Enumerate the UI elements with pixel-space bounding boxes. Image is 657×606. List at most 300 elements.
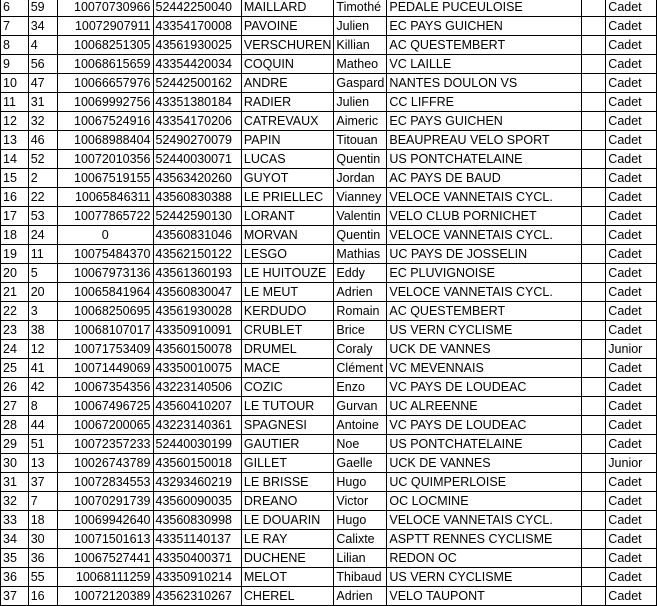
code-cell: 52442590130 <box>153 207 241 226</box>
firstname-cell: Hugo <box>334 473 387 492</box>
rank-cell: 12 <box>1 112 29 131</box>
bib-cell: 34 <box>28 17 57 36</box>
code-cell: 43354170206 <box>153 112 241 131</box>
empty-cell <box>582 131 606 150</box>
club-cell: VELO TAUPONT <box>387 587 582 606</box>
empty-cell <box>582 454 606 473</box>
empty-cell <box>582 245 606 264</box>
category-cell: Cadet <box>606 55 657 74</box>
bib-cell: 37 <box>28 473 57 492</box>
lastname-cell: GUYOT <box>241 169 334 188</box>
firstname-cell: Valentin <box>334 207 387 226</box>
empty-cell <box>582 207 606 226</box>
code-cell: 43560150018 <box>153 454 241 473</box>
table-row <box>1 340 657 359</box>
empty-cell <box>582 112 606 131</box>
bib-cell: 8 <box>28 397 57 416</box>
code-cell: 43560830388 <box>153 188 241 207</box>
empty-cell <box>582 549 606 568</box>
lastname-cell: PAPIN <box>241 131 334 150</box>
lastname-cell: MAILLARD <box>241 0 334 17</box>
code-cell: 52440030199 <box>153 435 241 454</box>
category-cell: Cadet <box>606 530 657 549</box>
firstname-cell: Calixte <box>334 530 387 549</box>
firstname-cell: Timothé <box>334 0 387 17</box>
bib-cell: 2 <box>28 169 57 188</box>
lastname-cell: KERDUDO <box>241 302 334 321</box>
empty-cell <box>582 17 606 36</box>
table-row <box>1 226 657 245</box>
lastname-cell: COQUIN <box>241 55 334 74</box>
club-cell: ASPTT RENNES CYCLISME <box>387 530 582 549</box>
empty-cell <box>582 378 606 397</box>
table-row <box>1 435 657 454</box>
lastname-cell: GILLET <box>241 454 334 473</box>
table-row <box>1 283 657 302</box>
table-row <box>1 359 657 378</box>
code-cell: 52442500162 <box>153 74 241 93</box>
lastname-cell: CRUBLET <box>241 321 334 340</box>
bib-cell: 47 <box>28 74 57 93</box>
licence-cell: 10071753409 <box>57 340 153 359</box>
bib-cell: 24 <box>28 226 57 245</box>
code-cell: 43223140506 <box>153 378 241 397</box>
rank-cell: 35 <box>1 549 29 568</box>
category-cell: Junior <box>606 454 657 473</box>
firstname-cell: Hugo <box>334 511 387 530</box>
table-row <box>1 131 657 150</box>
table-row <box>1 587 657 606</box>
club-cell: US PONTCHATELAINE <box>387 435 582 454</box>
club-cell: AC QUESTEMBERT <box>387 36 582 55</box>
code-cell: 43560150078 <box>153 340 241 359</box>
rank-cell: 23 <box>1 321 29 340</box>
empty-cell <box>582 340 606 359</box>
table-row <box>1 397 657 416</box>
empty-cell <box>582 0 606 17</box>
table-row <box>1 207 657 226</box>
code-cell: 43351380184 <box>153 93 241 112</box>
licence-cell: 10077865722 <box>57 207 153 226</box>
lastname-cell: LE MEUT <box>241 283 334 302</box>
licence-cell: 10067354356 <box>57 378 153 397</box>
firstname-cell: Enzo <box>334 378 387 397</box>
licence-cell: 10065841964 <box>57 283 153 302</box>
bib-cell: 20 <box>28 283 57 302</box>
club-cell: VELOCE VANNETAIS CYCL. <box>387 511 582 530</box>
empty-cell <box>582 226 606 245</box>
firstname-cell: Gurvan <box>334 397 387 416</box>
category-cell: Cadet <box>606 93 657 112</box>
rank-cell: 13 <box>1 131 29 150</box>
category-cell: Cadet <box>606 283 657 302</box>
code-cell: 43560090035 <box>153 492 241 511</box>
licence-cell: 10067200065 <box>57 416 153 435</box>
code-cell: 43350910091 <box>153 321 241 340</box>
rank-cell: 14 <box>1 150 29 169</box>
empty-cell <box>582 36 606 55</box>
lastname-cell: LE BRISSE <box>241 473 334 492</box>
bib-cell: 38 <box>28 321 57 340</box>
lastname-cell: ANDRE <box>241 74 334 93</box>
table-row <box>1 492 657 511</box>
firstname-cell: Jordan <box>334 169 387 188</box>
code-cell: 43561360193 <box>153 264 241 283</box>
bib-cell: 53 <box>28 207 57 226</box>
club-cell: REDON OC <box>387 549 582 568</box>
bib-cell: 46 <box>28 131 57 150</box>
table-row <box>1 454 657 473</box>
firstname-cell: Titouan <box>334 131 387 150</box>
category-cell: Cadet <box>606 568 657 587</box>
firstname-cell: Julien <box>334 17 387 36</box>
rank-cell: 9 <box>1 55 29 74</box>
table-row <box>1 93 657 112</box>
table-row <box>1 74 657 93</box>
bib-cell: 30 <box>28 530 57 549</box>
licence-cell: 10075484370 <box>57 245 153 264</box>
empty-cell <box>582 568 606 587</box>
bib-cell: 44 <box>28 416 57 435</box>
rank-cell: 11 <box>1 93 29 112</box>
empty-cell <box>582 397 606 416</box>
empty-cell <box>582 74 606 93</box>
lastname-cell: PAVOINE <box>241 17 334 36</box>
table-row <box>1 302 657 321</box>
rank-cell: 22 <box>1 302 29 321</box>
lastname-cell: MORVAN <box>241 226 334 245</box>
code-cell: 43350400371 <box>153 549 241 568</box>
category-cell: Cadet <box>606 0 657 17</box>
bib-cell: 32 <box>28 112 57 131</box>
empty-cell <box>582 302 606 321</box>
empty-cell <box>582 169 606 188</box>
empty-cell <box>582 492 606 511</box>
rank-cell: 34 <box>1 530 29 549</box>
bib-cell: 59 <box>28 0 57 17</box>
lastname-cell: DRUMEL <box>241 340 334 359</box>
category-cell: Cadet <box>606 188 657 207</box>
licence-cell: 10071449069 <box>57 359 153 378</box>
table-row <box>1 112 657 131</box>
empty-cell <box>582 55 606 74</box>
firstname-cell: Julien <box>334 93 387 112</box>
category-cell: Cadet <box>606 74 657 93</box>
category-cell: Cadet <box>606 435 657 454</box>
empty-cell <box>582 416 606 435</box>
rank-cell: 28 <box>1 416 29 435</box>
licence-cell: 10067496725 <box>57 397 153 416</box>
club-cell: CC LIFFRE <box>387 93 582 112</box>
table-row <box>1 245 657 264</box>
club-cell: UCK DE VANNES <box>387 340 582 359</box>
category-cell: Cadet <box>606 17 657 36</box>
code-cell: 43562150122 <box>153 245 241 264</box>
firstname-cell: Antoine <box>334 416 387 435</box>
empty-cell <box>582 587 606 606</box>
rank-cell: 29 <box>1 435 29 454</box>
firstname-cell: Clément <box>334 359 387 378</box>
code-cell: 52440030071 <box>153 150 241 169</box>
code-cell: 43560830047 <box>153 283 241 302</box>
category-cell: Cadet <box>606 549 657 568</box>
lastname-cell: GAUTIER <box>241 435 334 454</box>
category-cell: Cadet <box>606 397 657 416</box>
licence-cell: 10070730966 <box>57 0 153 17</box>
bib-cell: 31 <box>28 93 57 112</box>
empty-cell <box>582 188 606 207</box>
club-cell: UC PAYS DE JOSSELIN <box>387 245 582 264</box>
category-cell: Cadet <box>606 587 657 606</box>
lastname-cell: SPAGNESI <box>241 416 334 435</box>
licence-cell: 10068251305 <box>57 36 153 55</box>
firstname-cell: Gaelle <box>334 454 387 473</box>
code-cell: 43351140137 <box>153 530 241 549</box>
code-cell: 52442250040 <box>153 0 241 17</box>
category-cell: Cadet <box>606 359 657 378</box>
rank-cell: 10 <box>1 74 29 93</box>
category-cell: Cadet <box>606 473 657 492</box>
bib-cell: 7 <box>28 492 57 511</box>
bib-cell: 11 <box>28 245 57 264</box>
table-row <box>1 378 657 397</box>
rank-cell: 31 <box>1 473 29 492</box>
table-row <box>1 17 657 36</box>
code-cell: 43560830998 <box>153 511 241 530</box>
table-row <box>1 473 657 492</box>
club-cell: BEAUPREAU VELO SPORT <box>387 131 582 150</box>
bib-cell: 4 <box>28 36 57 55</box>
licence-cell: 10072357233 <box>57 435 153 454</box>
bib-cell: 22 <box>28 188 57 207</box>
rank-cell: 27 <box>1 397 29 416</box>
firstname-cell: Noe <box>334 435 387 454</box>
category-cell: Cadet <box>606 112 657 131</box>
lastname-cell: LESGO <box>241 245 334 264</box>
bib-cell: 51 <box>28 435 57 454</box>
rank-cell: 30 <box>1 454 29 473</box>
licence-cell: 10072010356 <box>57 150 153 169</box>
licence-cell: 10068988404 <box>57 131 153 150</box>
category-cell: Cadet <box>606 226 657 245</box>
lastname-cell: CATREVAUX <box>241 112 334 131</box>
code-cell: 43354170008 <box>153 17 241 36</box>
firstname-cell: Adrien <box>334 587 387 606</box>
firstname-cell: Victor <box>334 492 387 511</box>
firstname-cell: Quentin <box>334 226 387 245</box>
rank-cell: 36 <box>1 568 29 587</box>
club-cell: NANTES DOULON VS <box>387 74 582 93</box>
lastname-cell: LE TUTOUR <box>241 397 334 416</box>
licence-cell: 10070291739 <box>57 492 153 511</box>
code-cell: 43562310267 <box>153 587 241 606</box>
category-cell: Cadet <box>606 264 657 283</box>
bib-cell: 12 <box>28 340 57 359</box>
club-cell: EC PAYS GUICHEN <box>387 17 582 36</box>
category-cell: Cadet <box>606 169 657 188</box>
table-row <box>1 0 657 17</box>
empty-cell <box>582 150 606 169</box>
category-cell: Junior <box>606 340 657 359</box>
bib-cell: 3 <box>28 302 57 321</box>
licence-cell: 10067519155 <box>57 169 153 188</box>
licence-cell: 10069942640 <box>57 511 153 530</box>
table-row <box>1 188 657 207</box>
club-cell: AC QUESTEMBERT <box>387 302 582 321</box>
firstname-cell: Aimeric <box>334 112 387 131</box>
code-cell: 43560831046 <box>153 226 241 245</box>
licence-cell: 10068111259 <box>57 568 153 587</box>
club-cell: VC MEVENNAIS <box>387 359 582 378</box>
club-cell: US VERN CYCLISME <box>387 568 582 587</box>
bib-cell: 18 <box>28 511 57 530</box>
licence-cell: 10069992756 <box>57 93 153 112</box>
lastname-cell: LORANT <box>241 207 334 226</box>
rank-cell: 18 <box>1 226 29 245</box>
club-cell: VC PAYS DE LOUDEAC <box>387 416 582 435</box>
table-row <box>1 511 657 530</box>
club-cell: OC LOCMINE <box>387 492 582 511</box>
category-cell: Cadet <box>606 302 657 321</box>
empty-cell <box>582 511 606 530</box>
firstname-cell: Brice <box>334 321 387 340</box>
club-cell: EC PAYS GUICHEN <box>387 112 582 131</box>
licence-cell: 10065846311 <box>57 188 153 207</box>
table-row <box>1 55 657 74</box>
firstname-cell: Romain <box>334 302 387 321</box>
club-cell: VELOCE VANNETAIS CYCL. <box>387 226 582 245</box>
lastname-cell: DUCHENE <box>241 549 334 568</box>
table-row <box>1 36 657 55</box>
firstname-cell: Matheo <box>334 55 387 74</box>
category-cell: Cadet <box>606 321 657 340</box>
firstname-cell: Eddy <box>334 264 387 283</box>
category-cell: Cadet <box>606 492 657 511</box>
bib-cell: 16 <box>28 587 57 606</box>
code-cell: 43561930025 <box>153 36 241 55</box>
bib-cell: 55 <box>28 568 57 587</box>
club-cell: EC PLUVIGNOISE <box>387 264 582 283</box>
lastname-cell: LUCAS <box>241 150 334 169</box>
lastname-cell: LE PRIELLEC <box>241 188 334 207</box>
code-cell: 43560410207 <box>153 397 241 416</box>
club-cell: VELO CLUB PORNICHET <box>387 207 582 226</box>
firstname-cell: Killian <box>334 36 387 55</box>
rank-cell: 21 <box>1 283 29 302</box>
club-cell: VC LAILLE <box>387 55 582 74</box>
category-cell: Cadet <box>606 416 657 435</box>
firstname-cell: Quentin <box>334 150 387 169</box>
code-cell: 43223140361 <box>153 416 241 435</box>
code-cell: 52490270079 <box>153 131 241 150</box>
rank-cell: 16 <box>1 188 29 207</box>
category-cell: Cadet <box>606 245 657 264</box>
lastname-cell: COZIC <box>241 378 334 397</box>
firstname-cell: Adrien <box>334 283 387 302</box>
category-cell: Cadet <box>606 378 657 397</box>
table-row <box>1 150 657 169</box>
bib-cell: 36 <box>28 549 57 568</box>
licence-cell: 10026743789 <box>57 454 153 473</box>
table-row <box>1 530 657 549</box>
empty-cell <box>582 264 606 283</box>
bib-cell: 5 <box>28 264 57 283</box>
firstname-cell: Vianney <box>334 188 387 207</box>
table-row <box>1 549 657 568</box>
licence-cell: 10066657976 <box>57 74 153 93</box>
rank-cell: 24 <box>1 340 29 359</box>
bib-cell: 42 <box>28 378 57 397</box>
code-cell: 43561930028 <box>153 302 241 321</box>
licence-cell: 0 <box>57 226 153 245</box>
licence-cell: 10072834553 <box>57 473 153 492</box>
firstname-cell: Gaspard <box>334 74 387 93</box>
category-cell: Cadet <box>606 511 657 530</box>
rank-cell: 17 <box>1 207 29 226</box>
club-cell: AC PAYS DE BAUD <box>387 169 582 188</box>
rank-cell: 15 <box>1 169 29 188</box>
licence-cell: 10067973136 <box>57 264 153 283</box>
firstname-cell: Lilian <box>334 549 387 568</box>
table-row <box>1 264 657 283</box>
bib-cell: 41 <box>28 359 57 378</box>
bib-cell: 56 <box>28 55 57 74</box>
licence-cell: 10072120389 <box>57 587 153 606</box>
club-cell: UC QUIMPERLOISE <box>387 473 582 492</box>
rank-cell: 7 <box>1 17 29 36</box>
rank-cell: 20 <box>1 264 29 283</box>
lastname-cell: LE HUITOUZE <box>241 264 334 283</box>
table-row <box>1 169 657 188</box>
lastname-cell: LE DOUARIN <box>241 511 334 530</box>
empty-cell <box>582 435 606 454</box>
club-cell: UCK DE VANNES <box>387 454 582 473</box>
table-row <box>1 568 657 587</box>
rank-cell: 25 <box>1 359 29 378</box>
lastname-cell: LE RAY <box>241 530 334 549</box>
rank-cell: 26 <box>1 378 29 397</box>
lastname-cell: MACE <box>241 359 334 378</box>
club-cell: VELOCE VANNETAIS CYCL. <box>387 283 582 302</box>
rank-cell: 6 <box>1 0 29 17</box>
lastname-cell: MELOT <box>241 568 334 587</box>
lastname-cell: VERSCHUREN <box>241 36 334 55</box>
firstname-cell: Thibaud <box>334 568 387 587</box>
rank-cell: 32 <box>1 492 29 511</box>
rank-cell: 37 <box>1 587 29 606</box>
club-cell: US VERN CYCLISME <box>387 321 582 340</box>
category-cell: Cadet <box>606 150 657 169</box>
licence-cell: 10068615659 <box>57 55 153 74</box>
firstname-cell: Mathias <box>334 245 387 264</box>
empty-cell <box>582 359 606 378</box>
empty-cell <box>582 530 606 549</box>
rank-cell: 19 <box>1 245 29 264</box>
licence-cell: 10068107017 <box>57 321 153 340</box>
club-cell: VC PAYS DE LOUDEAC <box>387 378 582 397</box>
club-cell: US PONTCHATELAINE <box>387 150 582 169</box>
code-cell: 43293460219 <box>153 473 241 492</box>
table-row <box>1 416 657 435</box>
empty-cell <box>582 321 606 340</box>
firstname-cell: Coraly <box>334 340 387 359</box>
licence-cell: 10072907911 <box>57 17 153 36</box>
category-cell: Cadet <box>606 131 657 150</box>
empty-cell <box>582 473 606 492</box>
empty-cell <box>582 283 606 302</box>
table-row <box>1 321 657 340</box>
bib-cell: 52 <box>28 150 57 169</box>
